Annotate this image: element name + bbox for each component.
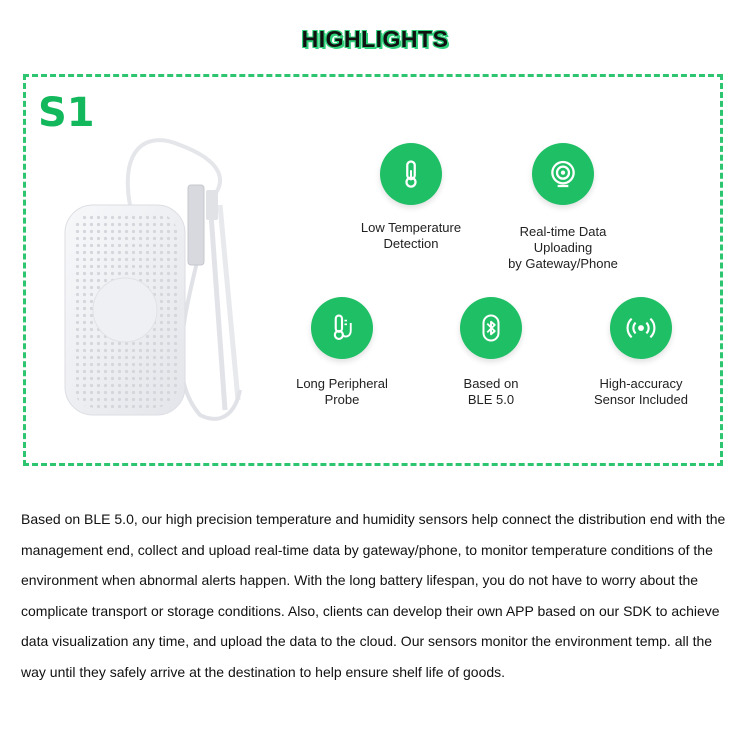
probe-thermometer-icon <box>311 297 373 359</box>
feature-label: Real-time Data Uploading by Gateway/Phone <box>508 224 618 271</box>
feature-real-time-upload <box>483 143 643 272</box>
signal-target-icon <box>532 143 594 205</box>
thermometer-icon <box>380 143 442 205</box>
feature-label: Based on BLE 5.0 <box>463 376 519 407</box>
wireless-sensor-icon <box>610 297 672 359</box>
feature-long-probe <box>262 297 422 408</box>
feature-high-accuracy <box>561 297 721 408</box>
sensor-device-image <box>60 130 250 430</box>
feature-label: High-accuracy Sensor Included <box>594 376 688 407</box>
product-description: Based on BLE 5.0, our high precision temperature and humidity sensors help connect the distribution end with the management end, collect and upload real-time data by gateway/phone, to monitor temperature conditions of the environment when abnormal alerts happen. With the long battery lifespan, you do not have to worry about the complicate transport or storage conditions. Also, clients can develop their own APP based on our SDK to achieve data visualization any time, and upload the data to the cloud. Our sensors monitor the environment temp. all the way until they safely arrive at the destination to help ensure shelf life of goods. <box>21 511 726 680</box>
feature-low-temperature <box>331 143 491 252</box>
model-badge: S1 <box>38 90 95 136</box>
bluetooth-icon <box>460 297 522 359</box>
feature-label: Long Peripheral Probe <box>296 376 388 407</box>
page-title: HIGHLIGHTS <box>301 26 449 52</box>
feature-label: Low Temperature Detection <box>360 220 462 251</box>
feature-ble <box>411 297 571 408</box>
